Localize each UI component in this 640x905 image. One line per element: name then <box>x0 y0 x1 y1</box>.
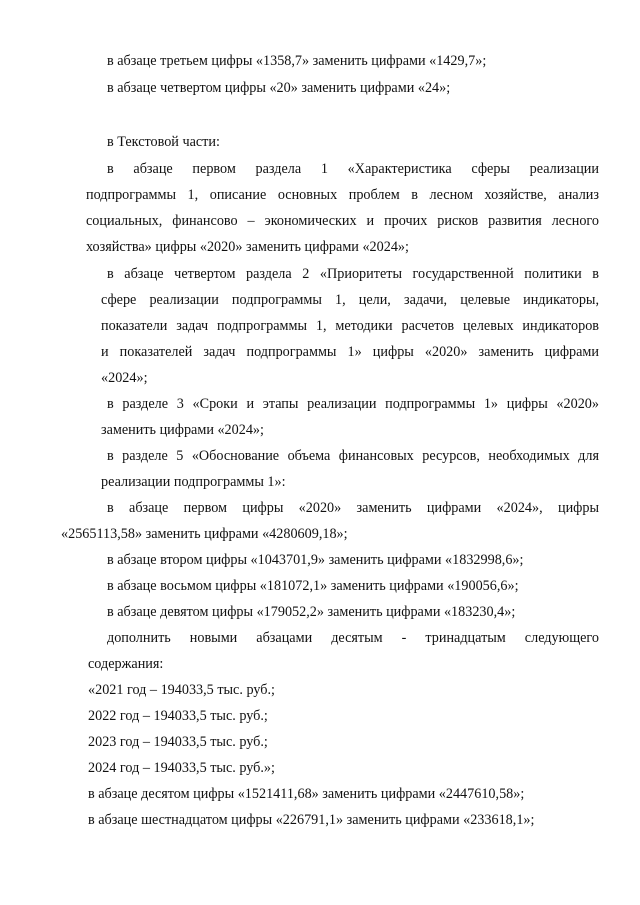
text-line: в разделе 5 «Обоснование объема финансовых ресурсов, необходимых для <box>107 448 599 464</box>
list-item: 2022 год – 194033,5 тыс. руб.; <box>88 708 268 724</box>
text-line: хозяйства» цифры «2020» заменить цифрами «2024»; <box>86 239 409 255</box>
text-line: социальных, финансово – экономических и прочих рисков развития лесного <box>86 213 599 229</box>
text-line: в абзаце третьем цифры «1358,7» заменить цифрами «1429,7»; <box>107 53 487 69</box>
text-line: в абзаце восьмом цифры «181072,1» заменить цифрами «190056,6»; <box>107 578 519 594</box>
text-line: содержания: <box>88 656 164 672</box>
text-line: в абзаце десятом цифры «1521411,68» заменить цифрами «2447610,58»; <box>88 786 525 802</box>
text-line: в разделе 3 «Сроки и этапы реализации подпрограммы 1» цифры «2020» <box>107 396 599 412</box>
text-line: дополнить новыми абзацами десятым - тринадцатым следующего <box>107 630 599 646</box>
text-line: заменить цифрами «2024»; <box>101 422 264 438</box>
text-line: в абзаце первом раздела 1 «Характеристика сферы реализации <box>107 161 599 177</box>
text-line: сфере реализации подпрограммы 1, цели, задачи, целевые индикаторы, <box>101 292 599 308</box>
text-line: в абзаце шестнадцатом цифры «226791,1» заменить цифрами «233618,1»; <box>88 812 535 828</box>
text-line: и показателей задач подпрограммы 1» цифры «2020» заменить цифрами <box>101 344 599 360</box>
section-heading: в Текстовой части: <box>107 134 220 150</box>
text-line: в абзаце девятом цифры «179052,2» заменить цифрами «183230,4»; <box>107 604 516 620</box>
text-line: «2565113,58» заменить цифрами «4280609,18»; <box>61 526 348 542</box>
text-line: «2024»; <box>101 370 148 386</box>
text-line: реализации подпрограммы 1»: <box>101 474 286 490</box>
list-item: 2023 год – 194033,5 тыс. руб.; <box>88 734 268 750</box>
list-item: «2021 год – 194033,5 тыс. руб.; <box>88 682 275 698</box>
text-line: показатели задач подпрограммы 1, методики расчетов целевых индикаторов <box>101 318 599 334</box>
text-line: в абзаце первом цифры «2020» заменить цифрами «2024», цифры <box>107 500 599 516</box>
text-line: в абзаце четвертом раздела 2 «Приоритеты государственной политики в <box>107 266 599 282</box>
text-line: в абзаце втором цифры «1043701,9» заменить цифрами «1832998,6»; <box>107 552 524 568</box>
text-line: подпрограммы 1, описание основных проблем в лесном хозяйстве, анализ <box>86 187 599 203</box>
list-item: 2024 год – 194033,5 тыс. руб.»; <box>88 760 275 776</box>
text-line: в абзаце четвертом цифры «20» заменить цифрами «24»; <box>107 80 451 96</box>
